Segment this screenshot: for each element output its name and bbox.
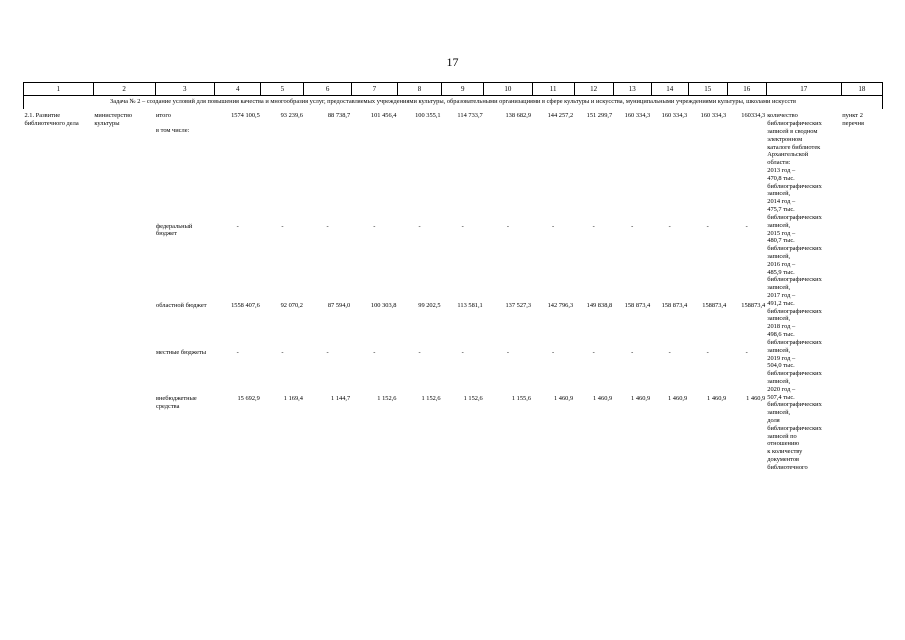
funding-value: -: [631, 222, 634, 230]
funding-value: -: [506, 222, 509, 230]
funding-value: -: [706, 222, 709, 230]
funding-value: -: [461, 222, 464, 230]
funding-value: 113 581,1: [457, 302, 483, 310]
funding-value: -: [745, 348, 748, 356]
funding-value: -: [552, 222, 555, 230]
funding-value: 1 152,6: [377, 395, 397, 403]
funding-value: 101 456,4: [370, 112, 397, 120]
funding-value: 87 594,0: [327, 302, 351, 310]
funding-value: -: [552, 348, 555, 356]
funding-value: 151 299,7: [586, 112, 613, 120]
funding-value: -: [373, 348, 376, 356]
funding-value: 160 334,3: [700, 112, 727, 120]
funding-value: 1 169,4: [283, 395, 303, 403]
funding-source: [155, 346, 215, 392]
funding-value: 1 152,6: [421, 395, 441, 403]
funding-value: 99 202,5: [418, 302, 441, 310]
measure-name: 2.1. Развитие библиотечного дела: [24, 112, 79, 127]
funding-source-label: федеральный бюджет: [156, 222, 193, 238]
column-number-9: 9: [442, 83, 484, 96]
column-number-16: 16: [727, 83, 766, 96]
column-number-15: 15: [688, 83, 727, 96]
funding-value: -: [236, 348, 239, 356]
funding-value: 114 733,7: [457, 112, 483, 120]
column-number-row: [24, 83, 883, 96]
column-number-2: 2: [93, 83, 155, 96]
page-number: 17: [446, 55, 459, 69]
column-number-12: 12: [574, 83, 613, 96]
column-number-17: 17: [766, 83, 841, 96]
column-number-4: 4: [215, 83, 261, 96]
column-number-13: 13: [613, 83, 651, 96]
funding-source-label: итого: [156, 112, 171, 120]
funding-value: 92 070,2: [280, 302, 303, 310]
funding-source: [155, 220, 215, 300]
funding-value: -: [668, 222, 671, 230]
funding-value: -: [418, 348, 421, 356]
funding-value: -: [373, 222, 376, 230]
funding-value: 1 144,7: [331, 395, 351, 403]
funding-source-sublabel: в том числе:: [156, 126, 190, 134]
funding-value: -: [461, 348, 464, 356]
funding-value: 158873,4: [741, 302, 766, 310]
funding-value: -: [326, 348, 329, 356]
measure-result: количество библиографических записей в сводном электронном каталоге библиотек Архангельской области: 2013 год – 470,8 тыс. библиографических записей, 2014 год – 475,7 тыс. библиографических записей, 2015 год – 480,7 тыс. библиографических записей, 2016 год – 485,9 тыс. библиографических записей, 2017 год – 491,2 тыс. библиографических записей, 2018 год – 498,6 тыс. библиографических записей, 2019 год – 504,0 тыс. библиографических записей, 2020 год – 507,4 тыс. библиографических записей, доля библиографических записей по отношению к количеству документов библиотечного: [767, 112, 822, 471]
funding-source-label: областной бюджет: [156, 302, 207, 310]
funding-value: 142 796,3: [547, 302, 574, 310]
funding-value: 1 460,9: [553, 395, 574, 403]
column-number-11: 11: [532, 83, 574, 96]
funding-value: -: [281, 348, 284, 356]
funding-value: 1 155,6: [511, 395, 532, 403]
funding-row: [24, 109, 883, 219]
funding-value: 1558 407,6: [231, 302, 260, 310]
funding-value: 1 460,9: [746, 395, 766, 403]
funding-value: 1 460,9: [593, 395, 613, 403]
funding-value: 100 355,1: [415, 112, 441, 120]
funding-value: 160 334,3: [624, 112, 651, 120]
funding-value: 1 152,6: [463, 395, 483, 403]
funding-value: 93 239,6: [280, 112, 303, 120]
funding-value: -: [592, 222, 595, 230]
column-number-1: 1: [24, 83, 94, 96]
column-number-18: 18: [841, 83, 882, 96]
funding-source: [155, 109, 215, 219]
funding-value: -: [745, 222, 748, 230]
funding-value: 149 838,8: [586, 302, 613, 310]
funding-value: 137 527,3: [505, 302, 532, 310]
column-number-5: 5: [261, 83, 304, 96]
funding-value: -: [418, 222, 421, 230]
task-row: [24, 96, 883, 110]
task-text: Задача № 2 – создание условий для повышения качества и многообразия услуг, предоставляемых учреждениями культуры, образовательными организациями в сфере культуры и искусства, муниципальными учреждениями культуры, школами искусств: [24, 96, 883, 110]
funding-value: 144 257,2: [547, 112, 574, 120]
funding-value: -: [631, 348, 634, 356]
funding-source-label: внебюджетные средства: [156, 395, 197, 410]
column-number-6: 6: [304, 83, 351, 96]
measure-note: пункт 2 перечня: [842, 112, 864, 127]
funding-value: 15 692,9: [237, 395, 260, 403]
funding-source: [155, 299, 215, 345]
column-number-7: 7: [351, 83, 397, 96]
funding-source: [155, 392, 215, 472]
funding-source-label: местные бюджеты: [156, 348, 207, 356]
funding-value: 1 460,9: [631, 395, 651, 403]
funding-value: -: [592, 348, 595, 356]
funding-value: 1 460,9: [668, 395, 688, 403]
column-number-8: 8: [397, 83, 441, 96]
funding-value: 160334,3: [741, 112, 766, 120]
funding-value: -: [706, 348, 709, 356]
funding-value: 158 873,4: [624, 302, 651, 310]
column-number-3: 3: [155, 83, 215, 96]
funding-value: -: [326, 222, 329, 230]
funding-value: -: [668, 348, 671, 356]
funding-value: 138 682,9: [505, 112, 532, 120]
funding-value: -: [281, 222, 284, 230]
funding-value: 88 738,7: [327, 112, 351, 120]
measure-executor: министерство культуры: [94, 112, 133, 127]
funding-value: 1 460,9: [707, 395, 727, 403]
funding-value: -: [506, 348, 509, 356]
program-table: [23, 82, 883, 472]
column-number-14: 14: [651, 83, 688, 96]
funding-value: 100 303,8: [370, 302, 397, 310]
column-number-10: 10: [484, 83, 532, 96]
funding-value: 158873,4: [702, 302, 727, 310]
funding-value: 160 334,3: [661, 112, 688, 120]
funding-value: -: [236, 222, 239, 230]
funding-value: 1574 100,5: [231, 112, 260, 120]
funding-value: 158 873,4: [661, 302, 688, 310]
